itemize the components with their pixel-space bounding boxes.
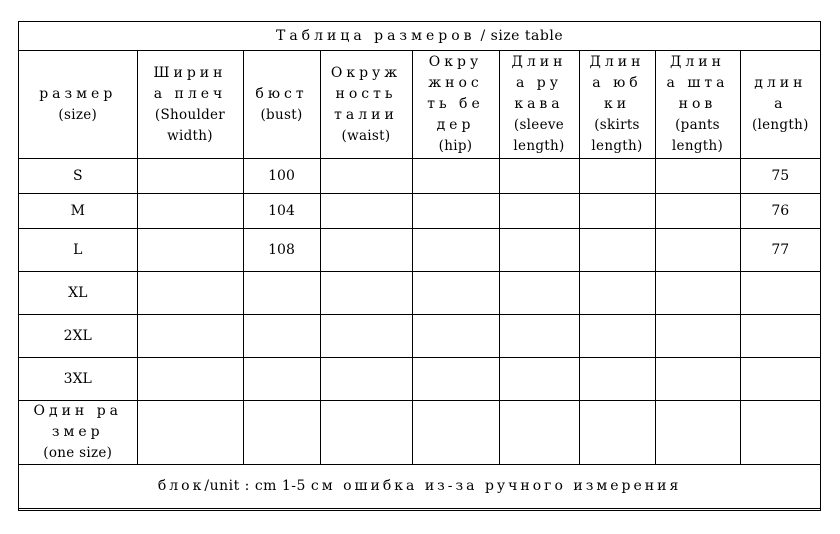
table-cell: [740, 272, 820, 315]
header-ru-line: бюст: [255, 85, 308, 102]
table-cell: [412, 194, 499, 229]
header-ru-line: талии: [334, 106, 398, 123]
table-cell: [499, 229, 579, 272]
header-ru-line: а шта: [666, 75, 729, 91]
table-cell: [740, 401, 820, 465]
size-label: L: [19, 229, 137, 272]
table-cell: [320, 229, 412, 272]
header-en-line: length): [513, 138, 565, 154]
table-cell: 108: [243, 229, 320, 272]
table-row: [19, 159, 820, 194]
one-size-ru-line: Один ра: [33, 403, 123, 419]
table-cell: [320, 272, 412, 315]
table-cell: [655, 229, 740, 272]
table-cell: [579, 272, 655, 315]
table-cell: [579, 315, 655, 358]
size-table: [19, 22, 820, 509]
table-cell: [655, 315, 740, 358]
table-cell: [499, 358, 579, 401]
column-header: [137, 51, 243, 159]
table-cell: [243, 315, 320, 358]
header-ru-line: Длин: [670, 54, 725, 70]
table-cell: [320, 358, 412, 401]
header-en-line: (hip): [438, 138, 473, 154]
title-en: size table: [490, 27, 564, 44]
header-en-line: (skirts: [594, 117, 640, 133]
footer-row: [19, 465, 820, 509]
table-cell: [655, 159, 740, 194]
table-cell: [243, 401, 320, 465]
table-row: [19, 358, 820, 401]
table-cell: 100: [243, 159, 320, 194]
title-ru: Таблица размеров: [275, 27, 476, 44]
header-ru-line: а юб: [592, 75, 642, 91]
header-ru-line: Окру: [428, 54, 483, 70]
table-cell: [740, 358, 820, 401]
size-label: 2XL: [19, 315, 137, 358]
table-cell: [320, 159, 412, 194]
table-cell: [320, 315, 412, 358]
table-cell: [137, 229, 243, 272]
table-cell: [320, 194, 412, 229]
title-separator: /: [475, 27, 491, 44]
table-cell: [499, 315, 579, 358]
one-size-ru-line: змер: [51, 424, 104, 440]
table-cell: [499, 401, 579, 465]
table-cell: [412, 272, 499, 315]
table-cell: [579, 401, 655, 465]
column-header: [740, 51, 820, 159]
table-cell: [412, 159, 499, 194]
header-en-line: (waist): [341, 127, 391, 144]
title-row: [19, 22, 820, 51]
column-header: [19, 51, 137, 159]
table-cell: [655, 401, 740, 465]
header-ru-line: а ру: [516, 75, 562, 91]
header-en-line: (pants: [675, 117, 720, 133]
column-header: [499, 51, 579, 159]
table-cell: [655, 272, 740, 315]
size-chart-frame: [18, 21, 821, 511]
table-cell: [137, 315, 243, 358]
header-en-line: (size): [58, 106, 98, 123]
measurement-note: [19, 465, 820, 509]
header-ru-line: дер: [436, 117, 475, 133]
table-cell: [412, 401, 499, 465]
table-row: [19, 272, 820, 315]
table-cell: [412, 229, 499, 272]
table-cell: [243, 358, 320, 401]
table-cell: [579, 159, 655, 194]
column-header: [320, 51, 412, 159]
table-cell: [412, 315, 499, 358]
table-cell: 76: [740, 194, 820, 229]
header-ru-line: а плеч: [153, 85, 227, 102]
one-size-row: [19, 401, 820, 465]
header-ru-line: нов: [678, 96, 717, 112]
header-en-line: length): [591, 138, 643, 154]
header-ru-line: ки: [603, 96, 631, 112]
table-row: [19, 315, 820, 358]
header-en-line: (bust): [260, 106, 303, 123]
table-cell: 75: [740, 159, 820, 194]
column-header: [579, 51, 655, 159]
table-cell: [655, 358, 740, 401]
header-en-line: (Shoulder: [154, 106, 226, 123]
table-row: [19, 229, 820, 272]
header-ru-line: а: [774, 96, 787, 112]
table-cell: 77: [740, 229, 820, 272]
table-cell: [499, 194, 579, 229]
table-cell: [137, 194, 243, 229]
table-cell: [137, 401, 243, 465]
header-ru-line: ть бе: [427, 96, 484, 112]
table-cell: [137, 358, 243, 401]
table-row: [19, 194, 820, 229]
header-ru-line: размер: [39, 85, 117, 102]
header-ru-line: Ширин: [153, 64, 227, 81]
header-ru-line: Длин: [589, 54, 645, 70]
table-cell: [740, 315, 820, 358]
one-size-en: (one size): [43, 445, 113, 461]
table-cell: [320, 401, 412, 465]
one-size-label: [19, 401, 137, 465]
header-en-line: (sleeve: [513, 117, 565, 133]
table-cell: [412, 358, 499, 401]
header-ru-line: Окруж: [330, 64, 402, 81]
header-en-line: length): [671, 138, 724, 154]
header-ru-line: длин: [754, 75, 807, 91]
column-header: [655, 51, 740, 159]
size-label: 3XL: [19, 358, 137, 401]
table-cell: [579, 229, 655, 272]
table-cell: [499, 272, 579, 315]
footer-unit: /unit : cm 1-5: [204, 478, 311, 494]
size-label: M: [19, 194, 137, 229]
size-label: XL: [19, 272, 137, 315]
header-ru-line: жнос: [428, 75, 483, 91]
table-cell: [137, 272, 243, 315]
header-ru-line: Длин: [511, 54, 567, 70]
header-en-line: (length): [751, 117, 809, 133]
table-title: [19, 22, 820, 51]
header-ru-line: кава: [514, 96, 564, 112]
footer-text-ru: см ошибка из-за ручного измерения: [310, 478, 682, 494]
footer-prefix-ru: блок: [157, 478, 205, 494]
table-cell: [243, 272, 320, 315]
table-cell: [499, 159, 579, 194]
column-header: [412, 51, 499, 159]
column-header: [243, 51, 320, 159]
header-en-line: width): [167, 127, 213, 144]
header-ru-line: ность: [335, 85, 397, 102]
table-cell: 104: [243, 194, 320, 229]
table-cell: [579, 194, 655, 229]
table-cell: [655, 194, 740, 229]
table-cell: [579, 358, 655, 401]
table-cell: [137, 159, 243, 194]
header-row: [19, 51, 820, 159]
size-label: S: [19, 159, 137, 194]
